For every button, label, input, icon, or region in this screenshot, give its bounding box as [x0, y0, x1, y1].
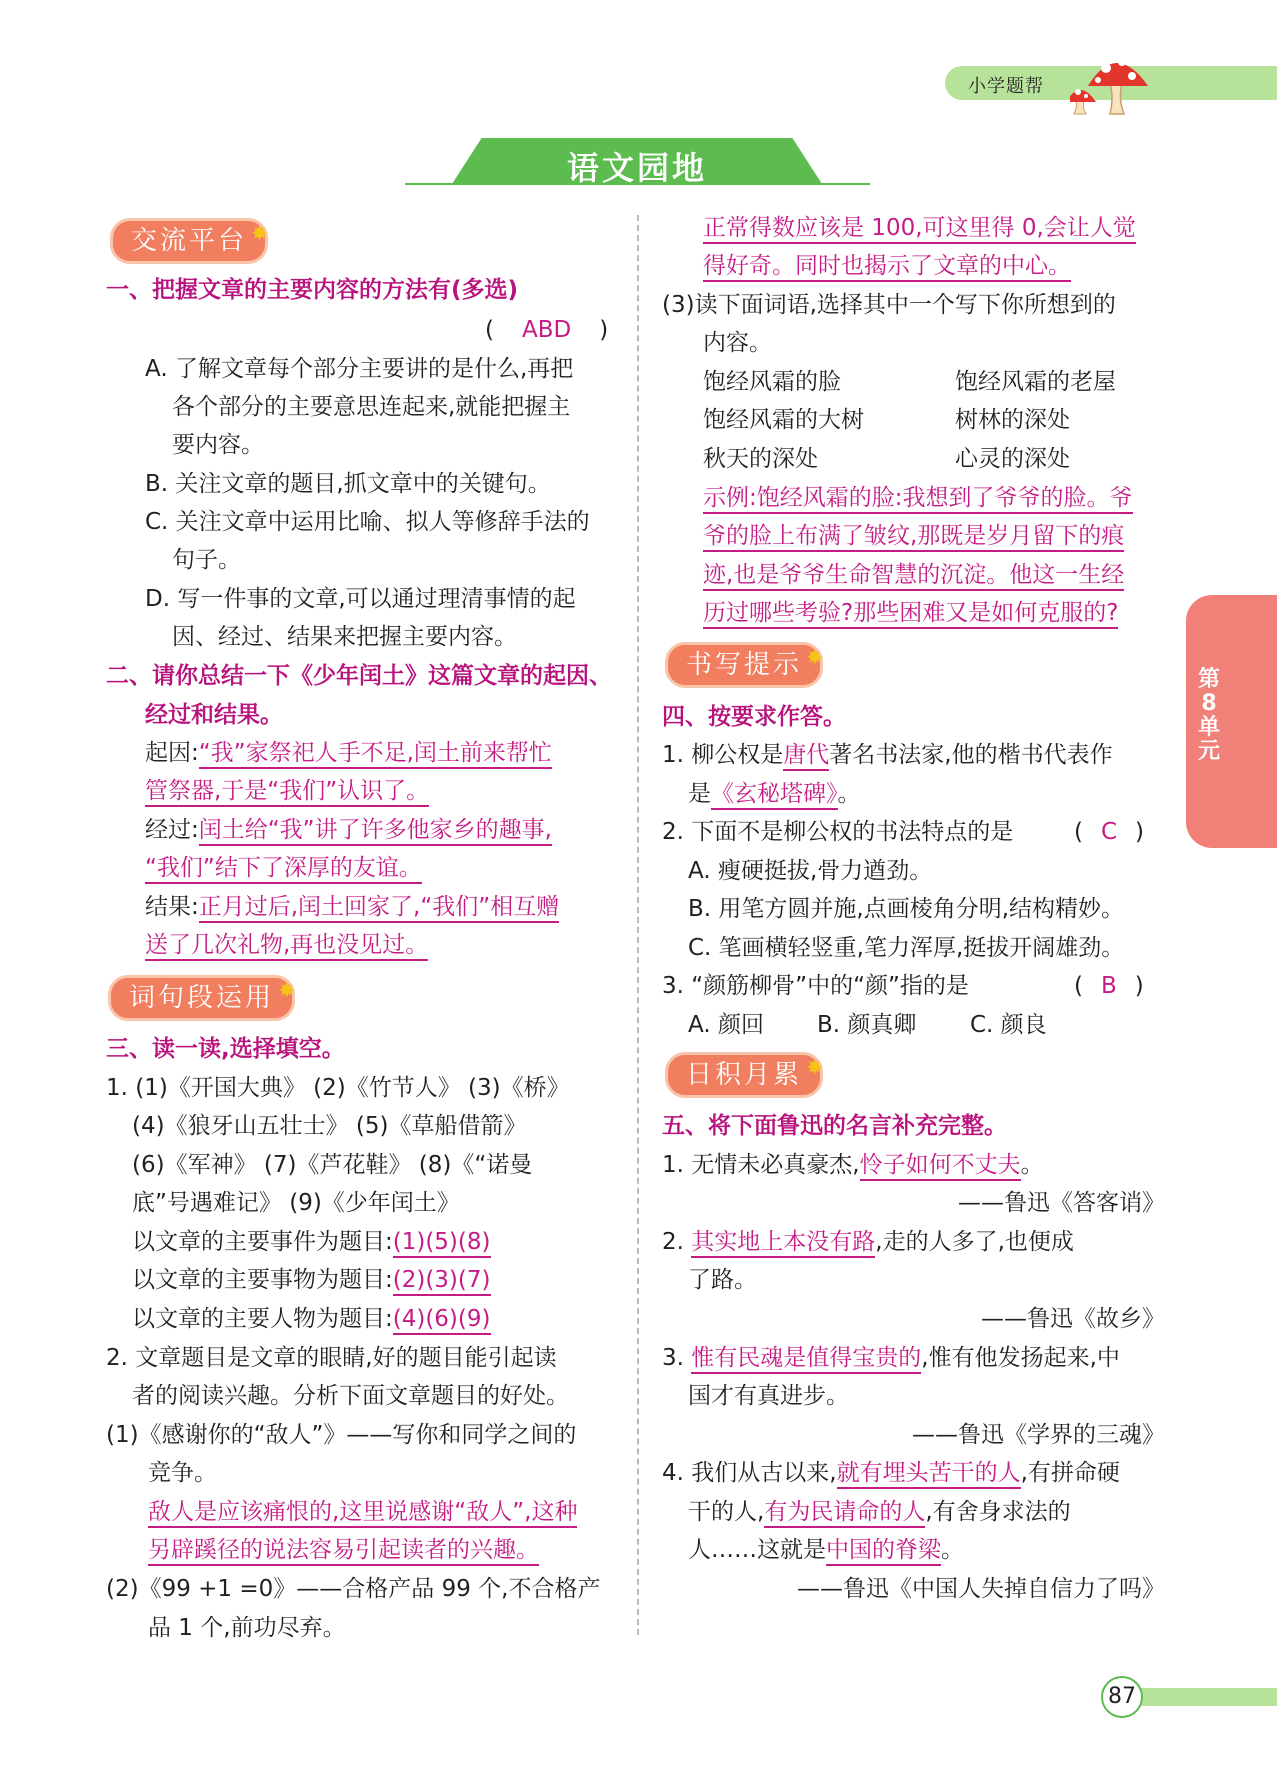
q4-item3-opt-a: A. 颜回	[688, 1012, 764, 1038]
q2-result-line1	[145, 892, 559, 922]
side-char: 第	[1197, 667, 1220, 692]
paren-open: (	[485, 317, 494, 343]
section-badge-exchange	[110, 218, 272, 264]
q5-s2-source: ——鲁迅《故乡》	[981, 1306, 1165, 1332]
s2-answer: 其实地上本没有路	[691, 1229, 875, 1258]
cause-answer-cont: 管祭器,于是“我们”认识了。	[145, 778, 429, 807]
word-4: 树林的深处	[955, 407, 1070, 433]
badge-label: 词句段运用	[129, 983, 275, 1013]
q1-option-c-line1: C. 关注文章中运用比喻、拟人等修辞手法的	[145, 509, 590, 535]
sub2-answer-line1	[703, 213, 1136, 243]
section-badge-accumulate	[665, 1052, 827, 1098]
q3-heading: 三、读一读,选择填空。	[106, 1036, 345, 1062]
q3-2-sub1-ans2	[148, 1535, 539, 1565]
cause-label: 起因:	[145, 740, 199, 766]
page-title: 语文园地	[566, 149, 707, 187]
example-answer: 示例:饱经风霜的脸:我想到了爷爷的脸。爷	[703, 485, 1133, 514]
result-answer: 正月过后,闰土回家了,“我们”相互赠	[199, 894, 559, 923]
footer-bar	[1130, 1688, 1277, 1706]
q1-option-b: B. 关注文章的题目,抓文章中的关键句。	[145, 471, 551, 497]
q5-s2-line1	[662, 1227, 1074, 1257]
q1-answer-paren	[485, 315, 608, 345]
event-answer: (1)(5)(8)	[393, 1229, 491, 1258]
event-label: 以文章的主要事件为题目:	[132, 1229, 393, 1255]
q3-2-sub1-line2: 竞争。	[148, 1460, 217, 1486]
s4-text-cont: 人……这就是	[688, 1537, 826, 1563]
s4-answer2: 有为民请命的人	[764, 1499, 925, 1528]
q3-2-sub2-line2: 品 1 个,前功尽弃。	[148, 1615, 346, 1641]
side-char: 单	[1197, 715, 1220, 740]
q3-3-line2: 内容。	[703, 330, 772, 356]
unit-side-label	[1197, 668, 1221, 764]
s3-number: 3.	[662, 1345, 684, 1371]
mushroom-icon	[1070, 46, 1180, 116]
q4-item2-paren	[1074, 817, 1144, 847]
star-icon: ✸	[278, 978, 299, 1002]
process-label: 经过:	[145, 817, 199, 843]
sub2-answer-cont: 得好奇。同时也揭示了文章的中心。	[703, 253, 1071, 282]
s4-text: 4. 我们从古以来,	[662, 1460, 837, 1486]
example-answer-cont: 迹,也是爷爷生命智慧的沉淀。他这一生经	[703, 562, 1124, 591]
column-divider	[637, 215, 639, 1635]
badge-label: 交流平台	[131, 226, 248, 256]
s3-answer: 惟有民魂是值得宝贵的	[691, 1345, 921, 1374]
q2-heading-line1: 二、请你总结一下《少年闰土》这篇文章的起因、	[106, 663, 612, 689]
paren-close: )	[1134, 973, 1144, 999]
q3-event-line	[132, 1227, 491, 1257]
q4-item1-line1	[662, 740, 1113, 770]
badge-label: 书写提示	[686, 650, 803, 680]
q1-option-d-line2: 因、经过、结果来把握主要内容。	[172, 624, 517, 650]
q2-process-line2	[145, 853, 422, 883]
word-1: 饱经风霜的脸	[703, 369, 841, 395]
side-char: 8	[1201, 691, 1217, 716]
s4-text-cont: ,有舍身求法的	[925, 1499, 1071, 1525]
process-answer-cont: “我们”结下了深厚的友谊。	[145, 855, 422, 884]
s3-text: ,惟有他发扬起来,中	[921, 1345, 1120, 1371]
item1-text-cont: 是	[688, 781, 711, 807]
q3-thing-line	[132, 1265, 491, 1295]
word-3: 饱经风霜的大树	[703, 407, 864, 433]
q1-answer: ABD	[521, 317, 572, 343]
q1-option-d-line1: D. 写一件事的文章,可以通过理清事情的起	[145, 586, 576, 612]
thing-answer: (2)(3)(7)	[393, 1267, 491, 1296]
star-icon: ✸	[806, 645, 827, 669]
result-label: 结果:	[145, 894, 199, 920]
section-badge-writing	[665, 642, 827, 688]
s4-text-cont: 干的人,	[688, 1499, 765, 1525]
q3-list-line2: (4)《狼牙山五壮士》 (5)《草船借箭》	[132, 1113, 527, 1139]
q3-2-line1: 2. 文章题目是文章的眼睛,好的题目能引起读	[106, 1345, 557, 1371]
example-line3	[703, 560, 1124, 590]
person-label: 以文章的主要人物为题目:	[132, 1306, 393, 1332]
q1-option-a-line2: 各个部分的主要意思连起来,就能把握主	[172, 394, 571, 420]
q3-person-line	[132, 1304, 491, 1334]
q4-item3: 3. “颜筋柳骨”中的“颜”指的是	[662, 973, 969, 999]
sub1-answer-cont: 另辟蹊径的说法容易引起读者的兴趣。	[148, 1537, 539, 1566]
q3-2-line2: 者的阅读兴趣。分析下面文章题目的好处。	[132, 1383, 569, 1409]
sub1-answer: 敌人是应该痛恨的,这里说感谢“敌人”,这种	[148, 1499, 577, 1528]
q3-2-sub1-line1: (1)《感谢你的“敌人”》——写你和同学之间的	[106, 1422, 577, 1448]
q5-s3-line2: 国才有真进步。	[688, 1383, 849, 1409]
q3-list-line1: 1. (1)《开国大典》 (2)《竹节人》 (3)《桥》	[106, 1075, 570, 1101]
section-badge-usage	[108, 975, 299, 1021]
q5-s3-source: ——鲁迅《学界的三魂》	[912, 1422, 1165, 1448]
paren-close: )	[1135, 819, 1145, 845]
q3-list-line3: (6)《军神》 (7)《芦花鞋》 (8)《“诺曼	[132, 1152, 533, 1178]
example-answer-cont: 爷的脸上布满了皱纹,那既是岁月留下的痕	[703, 523, 1124, 552]
example-answer-cont: 历过哪些考验?那些困难又是如何克服的?	[703, 600, 1118, 629]
q4-heading: 四、按要求作答。	[662, 704, 846, 730]
q1-option-a-line3: 要内容。	[172, 432, 264, 458]
example-line2	[703, 521, 1124, 551]
q1-option-c-line2: 句子。	[172, 547, 241, 573]
item1-text: 1. 柳公权是	[662, 742, 784, 768]
q5-s4-line2	[688, 1497, 1071, 1527]
result-answer-cont: 送了几次礼物,再也没见过。	[145, 932, 428, 961]
thing-label: 以文章的主要事物为题目:	[132, 1267, 393, 1293]
q4-item1-line2	[688, 779, 861, 809]
s2-number: 2.	[662, 1229, 684, 1255]
s2-text: ,走的人多了,也便成	[875, 1229, 1074, 1255]
q2-heading-line2: 经过和结果。	[145, 702, 283, 728]
q5-s3-line1	[662, 1343, 1120, 1373]
q5-s2-line2: 了路。	[688, 1267, 757, 1293]
s4-answer1: 就有埋头苦干的人	[837, 1460, 1021, 1489]
q4-item2-opt-b: B. 用笔方圆并施,点画棱角分明,结构精妙。	[688, 896, 1125, 922]
page-number: 87	[1101, 1676, 1143, 1718]
star-icon: ✸	[251, 221, 272, 245]
q2-cause-line2	[145, 776, 429, 806]
side-char: 元	[1197, 739, 1220, 764]
q4-item2-opt-a: A. 瘦硬挺拔,骨力遒劲。	[688, 858, 933, 884]
example-line1	[703, 483, 1133, 513]
item1-answer1: 唐代	[783, 742, 829, 771]
q3-list-line4: 底”号遇难记》 (9)《少年闰土》	[132, 1190, 460, 1216]
process-answer: 闰土给“我”讲了许多他家乡的趣事,	[199, 817, 552, 846]
s4-text-cont: ,有拼命硬	[1020, 1460, 1120, 1486]
q4-item3-paren	[1074, 971, 1144, 1001]
word-6: 心灵的深处	[955, 446, 1070, 472]
cause-answer: “我”家祭祀人手不足,闰土前来帮忙	[199, 740, 552, 769]
q5-s4-line1	[662, 1458, 1120, 1488]
q4-item3-opt-c: C. 颜良	[970, 1012, 1047, 1038]
q4-item3-opt-b: B. 颜真卿	[817, 1012, 917, 1038]
s4-period: 。	[941, 1537, 964, 1563]
item1-text-cont: 著名书法家,他的楷书代表作	[829, 742, 1113, 768]
q1-heading: 一、把握文章的主要内容的方法有(多选)	[106, 277, 519, 303]
word-2: 饱经风霜的老屋	[955, 369, 1116, 395]
person-answer: (4)(6)(9)	[393, 1306, 491, 1335]
q3-2-sub1-ans1	[148, 1497, 577, 1527]
q4-item2-opt-c: C. 笔画横轻竖重,笔力浑厚,挺拔开阔雄劲。	[688, 935, 1125, 961]
s1-answer: 怜子如何不丈夫	[860, 1152, 1021, 1181]
example-line4	[703, 598, 1118, 628]
s1-period: 。	[1020, 1152, 1044, 1178]
q3-2-sub2-line1: (2)《99 +1 =0》——合格产品 99 个,不合格产	[106, 1576, 601, 1602]
q5-s1-source: ——鲁迅《答客诮》	[958, 1190, 1165, 1216]
s1-text: 1. 无情未必真豪杰,	[662, 1152, 860, 1178]
star-icon: ✸	[806, 1055, 827, 1079]
item3-answer: B	[1100, 973, 1117, 999]
item2-answer: C	[1100, 819, 1118, 845]
s4-answer3: 中国的脊梁	[826, 1537, 941, 1566]
q5-s1	[662, 1150, 1044, 1180]
sub2-answer-line2	[703, 251, 1071, 281]
q1-option-a-line1: A. 了解文章每个部分主要讲的是什么,再把	[145, 356, 574, 382]
q3-3-line1: (3)读下面词语,选择其中一个写下你所想到的	[662, 292, 1116, 318]
brand-text: 小学题帮	[968, 76, 1044, 97]
q2-cause-line1	[145, 738, 552, 768]
item1-period: 。	[837, 781, 861, 807]
paren-close: )	[599, 317, 609, 343]
paren-open: (	[1074, 973, 1083, 999]
badge-label: 日积月累	[686, 1060, 803, 1090]
q5-s4-line3	[688, 1535, 964, 1565]
q5-s4-source: ——鲁迅《中国人失掉自信力了吗》	[797, 1576, 1165, 1602]
q2-result-line2	[145, 930, 428, 960]
q5-heading: 五、将下面鲁迅的名言补充完整。	[662, 1113, 1007, 1139]
paren-open: (	[1074, 819, 1083, 845]
q2-process-line1	[145, 815, 552, 845]
q4-item2: 2. 下面不是柳公权的书法特点的是	[662, 819, 1014, 845]
sub2-answer: 正常得数应该是 100,可这里得 0,会让人觉	[703, 215, 1136, 244]
word-5: 秋天的深处	[703, 446, 818, 472]
item1-answer2: 《玄秘塔碑》	[711, 781, 838, 810]
